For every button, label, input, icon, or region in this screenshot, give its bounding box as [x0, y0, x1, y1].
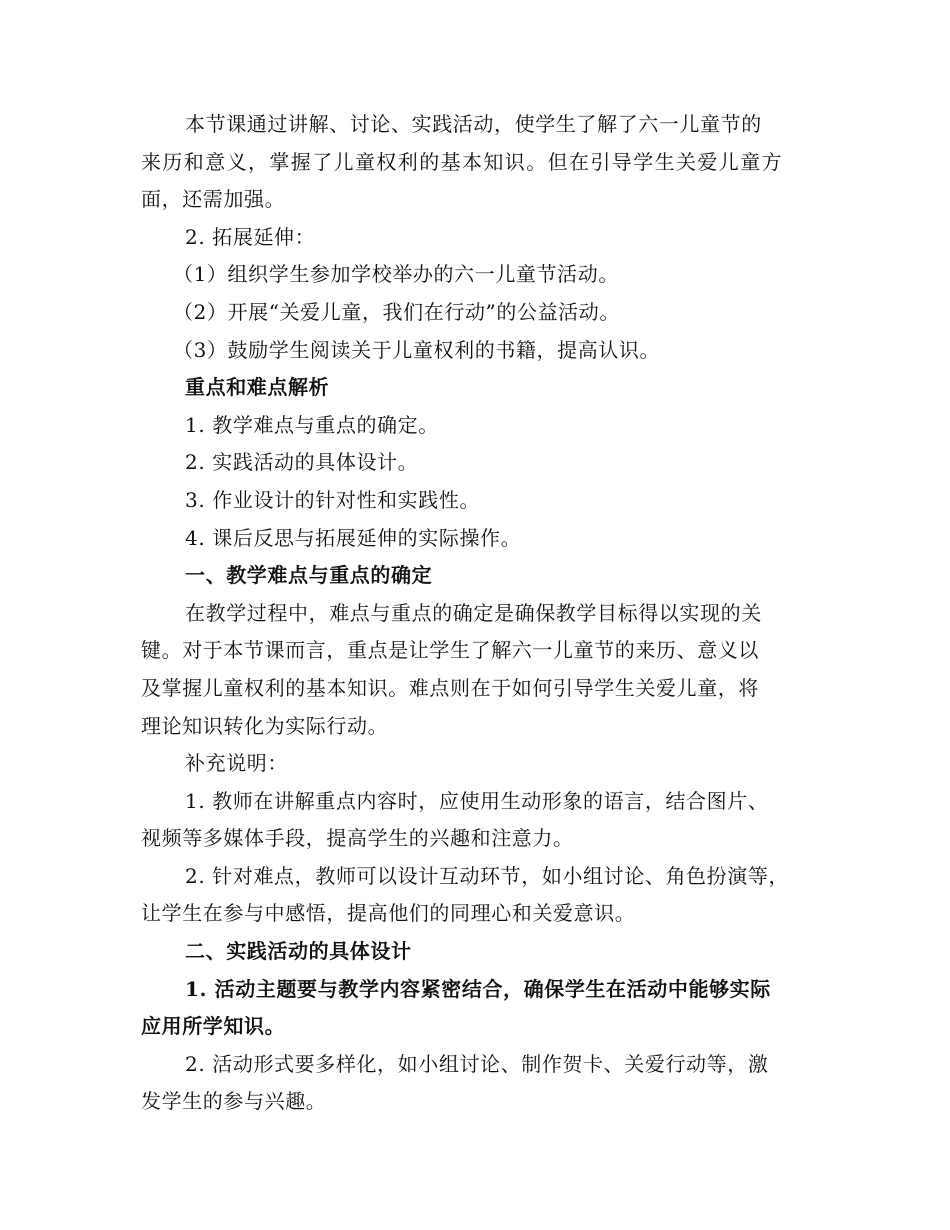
list-item: （3）鼓励学生阅读关于儿童权利的书籍，提高认识。 — [173, 337, 661, 362]
section-heading: 重点和难点解析 — [185, 375, 330, 400]
paragraph-line: 补充说明： — [185, 751, 288, 776]
list-item: （1）组织学生参加学校举办的六一儿童节活动。 — [173, 262, 619, 287]
paragraph-line: 来历和意义，掌握了儿童权利的基本知识。但在引导学生关爱儿童方 — [141, 149, 783, 174]
paragraph-line: 1. 活动主题要与教学内容紧密结合，确保学生在活动中能够实际 — [185, 976, 771, 1001]
paragraph-line: 在教学过程中，难点与重点的确定是确保教学目标得以实现的关 — [185, 600, 762, 625]
section-heading: 一、教学难点与重点的确定 — [185, 563, 433, 588]
list-item: 4. 课后反思与拓展延伸的实际操作。 — [185, 525, 522, 550]
paragraph-line: 2. 活动形式要多样化，如小组讨论、制作贺卡、关爱行动等，激 — [185, 1051, 769, 1076]
document-page — [141, 106, 821, 1121]
list-item: 2. 实践活动的具体设计。 — [185, 450, 419, 475]
paragraph-line: 发学生的参与兴趣。 — [141, 1089, 327, 1114]
paragraph-line: 2. 针对难点，教师可以设计互动环节，如小组讨论、角色扮演等， — [185, 863, 790, 888]
list-item: 1. 教学难点与重点的确定。 — [185, 412, 439, 437]
paragraph-line: 面，还需加强。 — [141, 187, 286, 212]
list-heading: 2. 拓展延伸： — [185, 224, 316, 249]
paragraph-line: 键。对于本节课而言，重点是让学生了解六一儿童节的来历、意义以 — [141, 638, 759, 663]
paragraph-line: 1. 教师在讲解重点内容时，应使用生动形象的语言，结合图片、 — [185, 788, 769, 813]
list-item: 3. 作业设计的针对性和实践性。 — [185, 487, 481, 512]
list-item: （2）开展“关爱儿童，我们在行动”的公益活动。 — [173, 299, 620, 324]
paragraph-line: 让学生在参与中感悟，提高他们的同理心和关爱意识。 — [141, 901, 636, 926]
paragraph-line: 理论知识转化为实际行动。 — [141, 713, 389, 738]
paragraph-line: 应用所学知识。 — [141, 1014, 286, 1039]
paragraph-line: 本节课通过讲解、讨论、实践活动，使学生了解了六一儿童节的 — [185, 112, 762, 136]
section-heading: 二、实践活动的具体设计 — [185, 939, 412, 964]
paragraph-line: 及掌握儿童权利的基本知识。难点则在于如何引导学生关爱儿童，将 — [141, 675, 759, 700]
paragraph-line: 视频等多媒体手段，提高学生的兴趣和注意力。 — [141, 826, 574, 851]
